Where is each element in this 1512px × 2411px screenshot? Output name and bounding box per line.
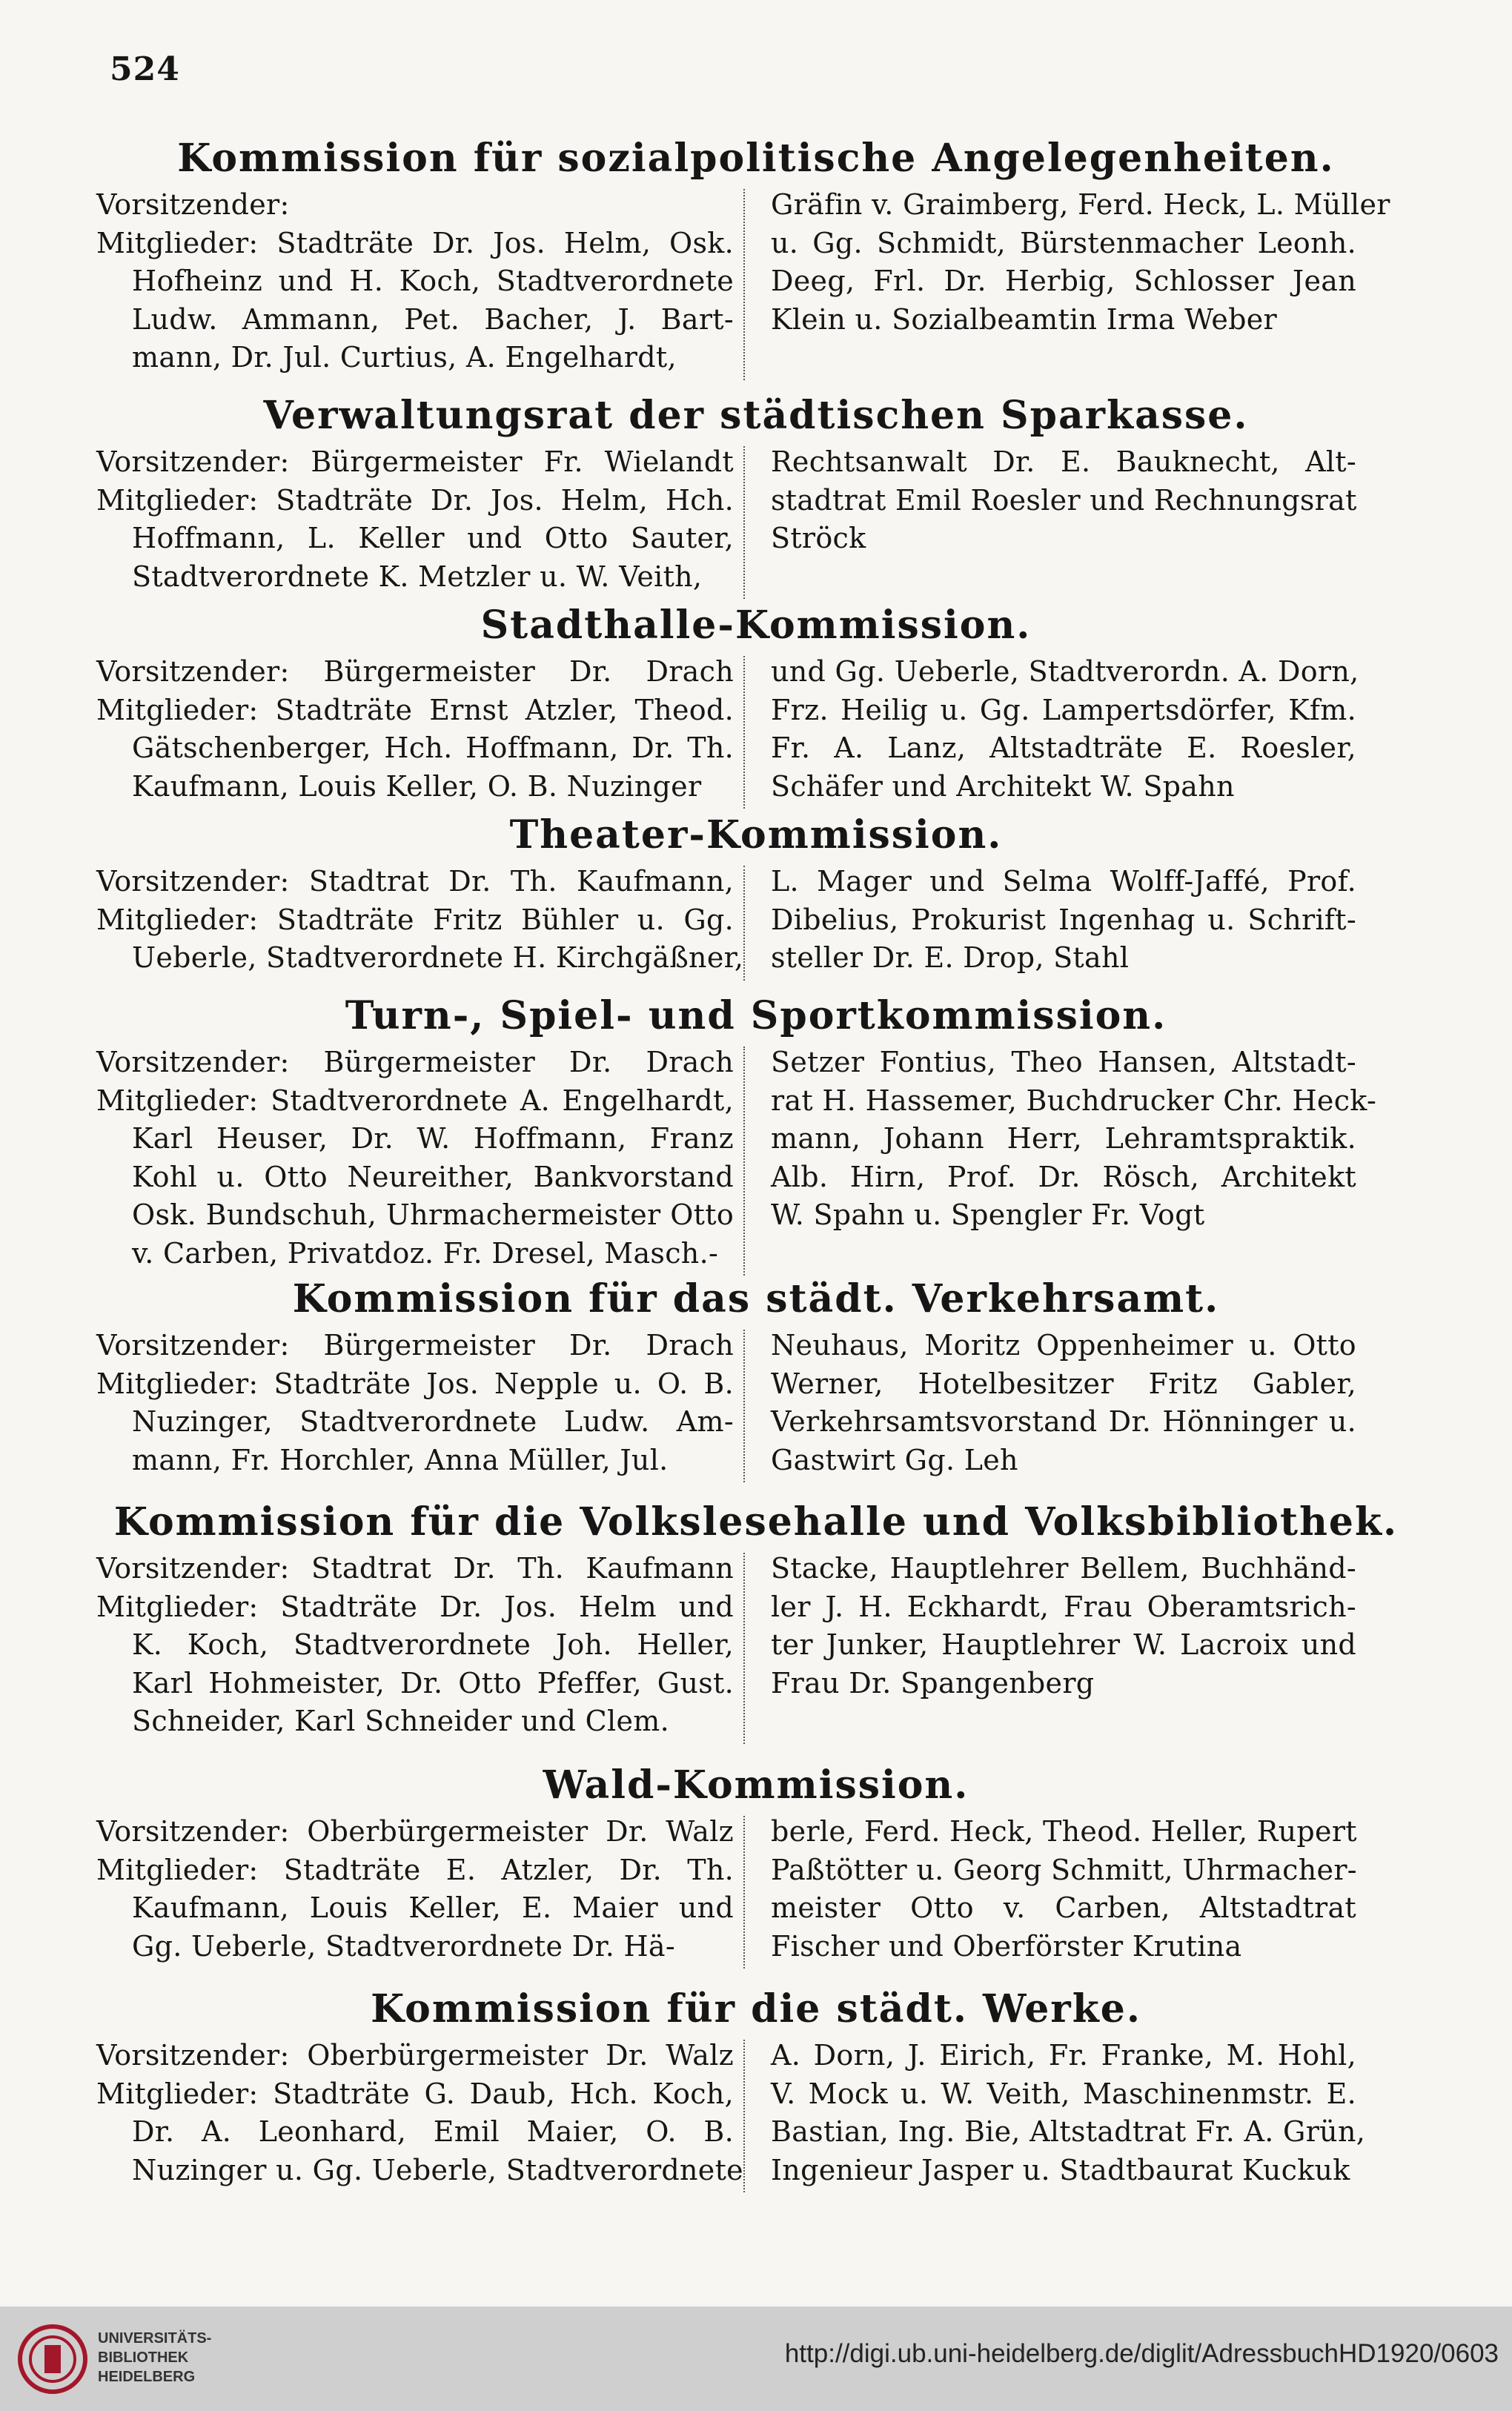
- logo-line: HEIDELBERG: [98, 2369, 196, 2385]
- entry-line: Mitglieder: Stadträte Ernst Atzler, Theod.: [96, 693, 734, 726]
- column-divider: [743, 1553, 745, 1744]
- column-divider: [743, 1330, 745, 1482]
- entry-line: ler J. H. Eckhardt, Frau Oberamtsrich-: [771, 1590, 1356, 1623]
- section-title: Kommission für das städt. Verkehrsamt.: [292, 1276, 1220, 1321]
- section-columns: [0, 1813, 1512, 1971]
- column-divider: [743, 2040, 745, 2192]
- section-title: Turn-, Spiel- und Sportkommission.: [345, 993, 1167, 1038]
- section-columns: [0, 2037, 1512, 2195]
- entry-line: Vorsitzender: Stadtrat Dr. Th. Kaufmann,: [96, 865, 734, 898]
- left-column: [96, 1327, 734, 1479]
- entry-line: Nuzinger u. Gg. Ueberle, Stadtverordnete: [132, 2153, 743, 2186]
- entry-line: Paßtötter u. Georg Schmitt, Uhrmacher-: [771, 1853, 1357, 1886]
- entry-line: Hoffmann, L. Keller und Otto Sauter,: [132, 522, 734, 554]
- section-sozialpolitisch: [0, 136, 1512, 383]
- right-column: [771, 1044, 1377, 1235]
- section-title: Verwaltungsrat der städtischen Sparkasse.: [263, 393, 1249, 438]
- entry-line: Vorsitzender: Bürgermeister Fr. Wielandt: [96, 445, 734, 478]
- university-seal-icon: [16, 2323, 89, 2395]
- entry-line: Setzer Fontius, Theo Hansen, Altstadt-: [771, 1046, 1356, 1078]
- entry-line: Werner, Hotelbesitzer Fritz Gabler,: [771, 1367, 1356, 1400]
- entry-line: Mitglieder: Stadträte E. Atzler, Dr. Th.: [96, 1853, 734, 1886]
- entry-line: Ströck: [771, 522, 866, 554]
- entry-line: und Gg. Ueberle, Stadtverordn. A. Dorn,: [771, 655, 1359, 688]
- entry-line: Mitglieder: Stadträte G. Daub, Hch. Koch,: [96, 2077, 734, 2110]
- right-column: [771, 2037, 1366, 2189]
- entry-line: mann, Fr. Horchler, Anna Müller, Jul.: [132, 1443, 669, 1476]
- section-columns: [0, 1327, 1512, 1485]
- right-column: [771, 186, 1390, 339]
- entry-line: V. Mock u. W. Veith, Maschinenmstr. E.: [771, 2077, 1356, 2110]
- entry-line: Dibelius, Prokurist Ingenhag u. Schrift-: [771, 903, 1356, 936]
- page-number: 524: [110, 50, 180, 88]
- library-logo-text: [98, 2329, 211, 2387]
- section-title: Theater-Kommission.: [509, 812, 1003, 858]
- section-columns: [0, 186, 1512, 383]
- section-sport: [0, 993, 1512, 1279]
- left-column: [96, 1044, 734, 1273]
- entry-line: mann, Dr. Jul. Curtius, A. Engelhardt,: [132, 341, 677, 374]
- entry-line: Ludw. Ammann, Pet. Bacher, J. Bart-: [132, 302, 734, 336]
- logo-line: UNIVERSITÄTS-: [98, 2330, 212, 2347]
- entry-line: Vorsitzender: Bürgermeister Dr. Drach: [96, 655, 734, 688]
- entry-line: Neuhaus, Moritz Oppenheimer u. Otto: [771, 1329, 1356, 1362]
- section-title: Wald-Kommission.: [543, 1762, 969, 1808]
- entry-line: Vorsitzender: Bürgermeister Dr. Drach: [96, 1329, 734, 1362]
- left-column: [96, 653, 734, 806]
- entry-line: Gräfin v. Graimberg, Ferd. Heck, L. Müller: [771, 188, 1390, 221]
- entry-line: Vorsitzender:: [96, 188, 290, 221]
- entry-line: u. Gg. Schmidt, Bürstenmacher Leonh.: [771, 226, 1356, 259]
- entry-line: Fischer und Oberförster Krutina: [771, 1929, 1242, 1963]
- entry-line: Bastian, Ing. Bie, Altstadtrat Fr. A. Grün,: [771, 2115, 1366, 2148]
- entry-line: Verkehrsamtsvorstand Dr. Hönninger u.: [771, 1405, 1356, 1438]
- entry-line: Nuzinger, Stadtverordnete Ludw. Am-: [132, 1405, 734, 1438]
- column-divider: [743, 866, 745, 981]
- entry-line: Gg. Ueberle, Stadtverordnete Dr. Hä-: [132, 1929, 676, 1963]
- entry-line: Fr. A. Lanz, Altstadträte E. Roesler,: [771, 732, 1356, 764]
- entry-line: ter Junker, Hauptlehrer W. Lacroix und: [771, 1628, 1356, 1661]
- left-column: [96, 1550, 734, 1741]
- section-volksbibliothek: [0, 1499, 1512, 1747]
- left-column: [96, 863, 744, 978]
- entry-line: Hofheinz und H. Koch, Stadtverordnete: [132, 265, 734, 297]
- left-column: [96, 186, 734, 377]
- section-columns: [0, 863, 1512, 984]
- section-title: Kommission für die Volkslesehalle und Volksbibliothek.: [113, 1499, 1399, 1545]
- entry-line: Gätschenberger, Hch. Hoffmann, Dr. Th.: [132, 732, 734, 764]
- section-werke: [0, 1986, 1512, 2195]
- section-theater: [0, 812, 1512, 984]
- entry-line: Kaufmann, Louis Keller, O. B. Nuzinger: [132, 769, 702, 803]
- right-column: [771, 1550, 1356, 1702]
- entry-line: Osk. Bundschuh, Uhrmachermeister Otto: [132, 1198, 734, 1231]
- right-column: [771, 443, 1356, 558]
- library-footer: [0, 2306, 1512, 2411]
- entry-line: L. Mager und Selma Wolff-Jaffé, Prof.: [771, 865, 1356, 898]
- section-title: Kommission für sozialpolitische Angelegenheiten.: [177, 136, 1335, 181]
- section-columns: [0, 1550, 1512, 1747]
- right-column: [771, 1813, 1356, 1966]
- source-url[interactable]: http://digi.ub.uni-heidelberg.de/diglit/AdressbuchHD1920/0603: [784, 2339, 1499, 2368]
- entry-line: Vorsitzender: Stadtrat Dr. Th. Kaufmann: [96, 1552, 734, 1585]
- entry-line: Mitglieder: Stadträte Jos. Nepple u. O. B.: [96, 1367, 734, 1400]
- section-stadthalle: [0, 603, 1512, 812]
- entry-line: Mitglieder: Stadträte Fritz Bühler u. Gg.: [96, 903, 734, 936]
- entry-line: stadtrat Emil Roesler und Rechnungsrat: [771, 483, 1357, 517]
- section-columns: [0, 653, 1512, 812]
- entry-line: A. Dorn, J. Eirich, Fr. Franke, M. Hohl,: [771, 2039, 1356, 2072]
- entry-line: meister Otto v. Carben, Altstadtrat: [771, 1891, 1356, 1924]
- entry-line: Mitglieder: Stadtverordnete A. Engelhardt,: [96, 1084, 734, 1117]
- entry-line: steller Dr. E. Drop, Stahl: [771, 941, 1130, 974]
- section-verkehrsamt: [0, 1276, 1512, 1485]
- entry-line: Stacke, Hauptlehrer Bellem, Buchhänd-: [771, 1552, 1356, 1585]
- entry-line: Mitglieder: Stadträte Dr. Jos. Helm, Hch.: [96, 483, 734, 517]
- column-divider: [743, 446, 745, 599]
- entry-line: Mitglieder: Stadträte Dr. Jos. Helm und: [96, 1590, 734, 1623]
- entry-line: Ingenieur Jasper u. Stadtbaurat Kuckuk: [771, 2153, 1350, 2186]
- entry-line: Kaufmann, Louis Keller, E. Maier und: [132, 1891, 734, 1924]
- entry-line: Karl Hohmeister, Dr. Otto Pfeffer, Gust.: [132, 1666, 734, 1699]
- left-column: [96, 443, 734, 596]
- column-divider: [743, 656, 745, 809]
- entry-line: mann, Johann Herr, Lehramtspraktik.: [771, 1122, 1356, 1155]
- left-column: [96, 2037, 743, 2189]
- entry-line: Frau Dr. Spangenberg: [771, 1666, 1095, 1699]
- entry-line: rat H. Hassemer, Buchdrucker Chr. Heck-: [771, 1084, 1377, 1117]
- column-divider: [743, 1047, 745, 1276]
- column-divider: [743, 1816, 745, 1969]
- right-column: [771, 653, 1359, 806]
- entry-line: Kohl u. Otto Neureither, Bankvorstand: [132, 1160, 734, 1193]
- entry-line: Rechtsanwalt Dr. E. Bauknecht, Alt-: [771, 445, 1356, 478]
- entry-line: Gastwirt Gg. Leh: [771, 1443, 1018, 1476]
- entry-line: Schäfer und Architekt W. Spahn: [771, 769, 1235, 803]
- entry-line: Deeg, Frl. Dr. Herbig, Schlosser Jean: [771, 265, 1356, 297]
- entry-line: K. Koch, Stadtverordnete Joh. Heller,: [132, 1628, 734, 1661]
- column-divider: [743, 189, 745, 380]
- section-wald: [0, 1762, 1512, 1971]
- entry-line: Stadtverordnete K. Metzler u. W. Veith,: [132, 560, 703, 593]
- logo-line: BIBLIOTHEK: [98, 2349, 189, 2366]
- section-title: Kommission für die städt. Werke.: [371, 1986, 1141, 2032]
- right-column: [771, 1327, 1356, 1479]
- entry-line: berle, Ferd. Heck, Theod. Heller, Rupert: [771, 1815, 1357, 1848]
- entry-line: Karl Heuser, Dr. W. Hoffmann, Franz: [132, 1122, 734, 1155]
- entry-line: Dr. A. Leonhard, Emil Maier, O. B.: [132, 2115, 734, 2148]
- section-columns: [0, 1044, 1512, 1279]
- section-sparkasse: [0, 393, 1512, 602]
- entry-line: W. Spahn u. Spengler Fr. Vogt: [771, 1198, 1205, 1231]
- section-columns: [0, 443, 1512, 602]
- entry-line: Frz. Heilig u. Gg. Lampertsdörfer, Kfm.: [771, 693, 1356, 726]
- entry-line: Vorsitzender: Oberbürgermeister Dr. Walz: [96, 2039, 734, 2072]
- entry-line: Alb. Hirn, Prof. Dr. Rösch, Architekt: [771, 1160, 1356, 1193]
- left-column: [96, 1813, 734, 1966]
- entry-line: Ueberle, Stadtverordnete H. Kirchgäßner,: [132, 941, 744, 974]
- entry-line: Klein u. Sozialbeamtin Irma Weber: [771, 302, 1278, 336]
- entry-line: Vorsitzender: Bürgermeister Dr. Drach: [96, 1046, 734, 1078]
- entry-line: Mitglieder: Stadträte Dr. Jos. Helm, Osk.: [96, 226, 734, 259]
- entry-line: Vorsitzender: Oberbürgermeister Dr. Walz: [96, 1815, 734, 1848]
- right-column: [771, 863, 1356, 978]
- entry-line: Schneider, Karl Schneider und Clem.: [132, 1705, 669, 1737]
- section-title: Stadthalle-Kommission.: [480, 603, 1032, 648]
- entry-line: v. Carben, Privatdoz. Fr. Dresel, Masch.-: [132, 1236, 719, 1270]
